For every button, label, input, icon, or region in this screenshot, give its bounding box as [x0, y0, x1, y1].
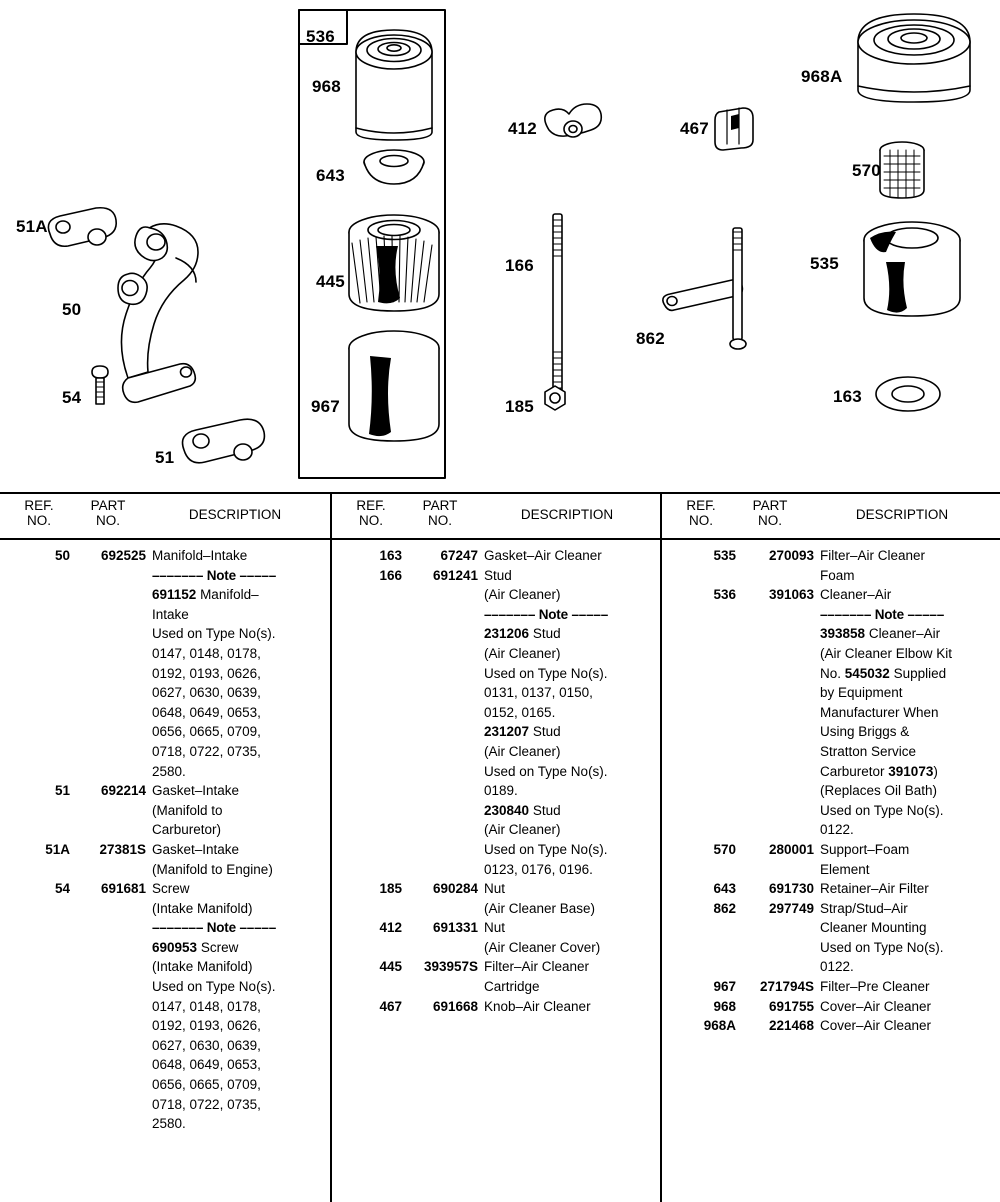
table-row [332, 997, 660, 1017]
table-row [662, 977, 1000, 997]
table-row [662, 762, 1000, 782]
cell-description: 0192, 0193, 0626, [152, 665, 261, 681]
table-row [0, 683, 330, 703]
cell-description: 2580. [152, 1116, 186, 1132]
callout-50: 50 [62, 300, 82, 319]
cell-description: Gasket–Intake [152, 783, 240, 799]
cell-ref-no: 51 [54, 783, 70, 799]
callout-467: 467 [680, 119, 709, 138]
table-row [0, 605, 330, 625]
header-part-no: PART NO. [90, 498, 126, 528]
column-2-header [332, 494, 660, 540]
table-row [662, 742, 1000, 762]
cell-description: 0627, 0630, 0639, [152, 685, 261, 701]
callout-968A: 968A [801, 67, 843, 86]
cell-description: 0122. [820, 959, 854, 975]
cell-description: (Air Cleaner Base) [484, 900, 596, 916]
cell-description: 231206 Stud [484, 626, 561, 642]
cell-part-no: 691730 [768, 881, 814, 897]
table-row [662, 899, 1000, 919]
cell-description: Used on Type No(s). [820, 802, 944, 818]
table-row [332, 957, 660, 977]
table-row [662, 683, 1000, 703]
cell-description: Stud [484, 567, 512, 583]
table-row [0, 624, 330, 644]
cell-description: 2580. [152, 763, 186, 779]
table-row [332, 977, 660, 997]
table-row [332, 801, 660, 821]
table-row [0, 703, 330, 723]
table-row [332, 899, 660, 919]
cell-ref-no: 968 [713, 998, 736, 1014]
column-1-header [0, 494, 330, 540]
table-row [0, 860, 330, 880]
header-ref-no: REF. NO. [24, 498, 54, 528]
table-row [332, 762, 660, 782]
cell-part-no: 270093 [768, 548, 814, 563]
cell-part-no: 691755 [768, 998, 814, 1014]
cell-part-no: 691241 [432, 567, 478, 583]
cell-description: ––––––– Note ––––– [152, 920, 276, 936]
table-row [0, 781, 330, 801]
header-description: DESCRIPTION [855, 507, 949, 522]
table-row [662, 860, 1000, 880]
cell-description: Cover–Air Cleaner [820, 998, 932, 1014]
part-535-foam-filter [864, 222, 960, 316]
table-row [332, 683, 660, 703]
cell-description: Manifold–Intake [152, 548, 248, 563]
cell-description: Nut [484, 881, 506, 897]
table-row [0, 820, 330, 840]
table-row [332, 546, 660, 566]
cell-part-no: 690284 [432, 881, 478, 897]
cell-description: (Air Cleaner) [484, 587, 561, 603]
cell-description: Cleaner Mounting [820, 920, 927, 936]
cell-ref-no: 445 [379, 959, 402, 975]
cell-description: 690953 Screw [152, 939, 239, 955]
cell-part-no: 393957S [423, 959, 478, 975]
cell-part-no: 280001 [768, 841, 814, 857]
cell-ref-no: 51A [45, 841, 70, 857]
table-row [662, 840, 1000, 860]
table-row [0, 644, 330, 664]
cell-description: ––––––– Note ––––– [820, 606, 944, 622]
table-row [0, 585, 330, 605]
cell-description: ––––––– Note ––––– [152, 567, 276, 583]
table-row [332, 840, 660, 860]
cell-description: ––––––– Note ––––– [484, 606, 608, 622]
cell-description: (Air Cleaner Elbow Kit [820, 645, 953, 661]
cell-part-no: 391063 [768, 587, 814, 603]
table-row [662, 801, 1000, 821]
table-row [0, 762, 330, 782]
header-ref-no: REF. NO. [356, 498, 386, 528]
table-row [0, 879, 330, 899]
table-row [662, 585, 1000, 605]
cell-ref-no: 968A [703, 1018, 736, 1034]
table-row [662, 820, 1000, 840]
table-row [662, 957, 1000, 977]
callout-54: 54 [62, 388, 82, 407]
cell-description: (Air Cleaner) [484, 822, 561, 838]
part-185-nut [545, 386, 565, 410]
header-ref-no: REF. NO. [686, 498, 716, 528]
callout-968: 968 [312, 77, 341, 96]
callout-51: 51 [155, 448, 175, 467]
cell-description: Retainer–Air Filter [820, 881, 929, 897]
table-row [332, 644, 660, 664]
cell-description: 0656, 0665, 0709, [152, 724, 261, 740]
cell-part-no: 691681 [100, 881, 146, 897]
cell-description: 0648, 0649, 0653, [152, 704, 261, 720]
callout-570: 570 [852, 161, 881, 180]
cell-ref-no: 50 [54, 548, 70, 563]
table-row [0, 1095, 330, 1115]
cell-part-no: 221468 [768, 1018, 814, 1034]
table-row [0, 742, 330, 762]
table-row [662, 566, 1000, 586]
callout-445: 445 [316, 272, 345, 291]
cell-description: (Air Cleaner) [484, 645, 561, 661]
cell-description: 0147, 0148, 0178, [152, 645, 261, 661]
table-row [662, 938, 1000, 958]
column-3-header [662, 494, 1000, 540]
table-row [332, 879, 660, 899]
part-163-gasket [876, 377, 940, 411]
table-row [0, 1114, 330, 1134]
cell-part-no: 692214 [100, 783, 146, 799]
parts-list-table [0, 492, 1000, 1202]
cell-description: Screw [152, 881, 190, 897]
table-row [0, 801, 330, 821]
cell-part-no: 67247 [440, 548, 478, 563]
cell-description: Carburetor 391073) [820, 763, 938, 779]
table-row [662, 546, 1000, 566]
cell-description: Carburetor) [152, 822, 222, 838]
table-row [0, 918, 330, 938]
parts-column-2 [330, 494, 660, 1202]
cell-part-no: 271794S [759, 979, 814, 995]
table-row [0, 1016, 330, 1036]
cell-description: (Air Cleaner Cover) [484, 939, 601, 955]
header-description: DESCRIPTION [188, 507, 282, 522]
cell-description: Intake [152, 606, 189, 622]
cell-description: 0189. [484, 783, 518, 799]
column-3-rows [662, 540, 1000, 1036]
cell-description: 0152, 0165. [484, 704, 556, 720]
callout-166: 166 [505, 256, 534, 275]
callout-185: 185 [505, 397, 534, 416]
callout-967: 967 [311, 397, 340, 416]
table-row [662, 624, 1000, 644]
table-row [662, 918, 1000, 938]
part-54-screw [92, 366, 108, 404]
header-part-no: PART NO. [752, 498, 788, 528]
cell-description: 231207 Stud [484, 724, 561, 740]
cell-ref-no: 467 [379, 998, 402, 1014]
table-row [0, 977, 330, 997]
cell-description: 691152 Manifold– [152, 587, 259, 603]
cell-description: 393858 Cleaner–Air [820, 626, 941, 642]
table-row [332, 624, 660, 644]
cell-description: Used on Type No(s). [484, 841, 608, 857]
cell-description: Cleaner–Air [820, 587, 892, 603]
cell-description: Filter–Pre Cleaner [820, 979, 930, 995]
table-row [332, 585, 660, 605]
cell-description: Foam [820, 567, 855, 583]
cell-part-no: 27381S [99, 841, 146, 857]
table-row [332, 605, 660, 625]
table-row [0, 957, 330, 977]
callout-535: 535 [810, 254, 839, 273]
cell-description: (Air Cleaner) [484, 743, 561, 759]
header-description: DESCRIPTION [520, 507, 614, 522]
cell-description: Used on Type No(s). [484, 763, 608, 779]
exploded-view-drawing [0, 0, 1000, 490]
cell-description: 0718, 0722, 0735, [152, 1096, 261, 1112]
table-row [332, 742, 660, 762]
table-row [0, 1075, 330, 1095]
callout-862: 862 [636, 329, 665, 348]
cell-description: 0122. [820, 822, 854, 838]
part-862-strap-stud [663, 228, 746, 349]
cell-ref-no: 862 [713, 900, 736, 916]
cell-ref-no: 535 [713, 548, 736, 563]
table-row [0, 840, 330, 860]
table-row [0, 722, 330, 742]
part-51A-gasket [48, 208, 116, 247]
table-row [662, 703, 1000, 723]
cell-description: 0131, 0137, 0150, [484, 685, 593, 701]
cell-ref-no: 536 [713, 587, 736, 603]
table-row [0, 566, 330, 586]
cell-description: 0656, 0665, 0709, [152, 1077, 261, 1093]
parts-column-1 [0, 494, 330, 1202]
part-51-gasket [183, 419, 265, 463]
cell-description: Filter–Air Cleaner [484, 959, 590, 975]
cell-description: Used on Type No(s). [152, 979, 276, 995]
table-row [662, 644, 1000, 664]
cell-description: Used on Type No(s). [152, 626, 276, 642]
table-row [0, 546, 330, 566]
table-row [332, 664, 660, 684]
cell-ref-no: 412 [379, 920, 402, 936]
table-row [662, 1016, 1000, 1036]
cell-description: Stratton Service [820, 743, 917, 759]
table-row [0, 664, 330, 684]
cell-ref-no: 163 [379, 548, 402, 563]
table-row [332, 781, 660, 801]
cell-description: (Replaces Oil Bath) [820, 783, 938, 799]
callout-163: 163 [833, 387, 862, 406]
cell-description: Used on Type No(s). [484, 665, 608, 681]
cell-description: (Manifold to Engine) [152, 861, 273, 877]
part-467-knob [715, 108, 753, 150]
part-412-wing-nut [545, 104, 601, 137]
part-50-intake-manifold [118, 224, 198, 402]
cell-ref-no: 967 [713, 979, 736, 995]
table-row [332, 918, 660, 938]
cell-description: Strap/Stud–Air [820, 900, 908, 916]
cell-description: 0192, 0193, 0626, [152, 1018, 261, 1034]
cell-description: (Intake Manifold) [152, 959, 253, 975]
callout-643: 643 [316, 166, 345, 185]
cell-description: No. 545032 Supplied [820, 665, 947, 681]
header-part-no: PART NO. [422, 498, 458, 528]
cell-description: Used on Type No(s). [820, 939, 944, 955]
cell-description: (Intake Manifold) [152, 900, 253, 916]
table-row [332, 820, 660, 840]
cell-ref-no: 643 [713, 881, 736, 897]
part-445-filter-cartridge [349, 215, 439, 311]
cell-description: Using Briggs & [820, 724, 910, 740]
part-570-support [880, 142, 924, 198]
table-row [0, 1055, 330, 1075]
table-row [662, 879, 1000, 899]
table-row [662, 997, 1000, 1017]
cell-description: Filter–Air Cleaner [820, 548, 926, 563]
cell-description: 0648, 0649, 0653, [152, 1057, 261, 1073]
table-row [0, 899, 330, 919]
cell-part-no: 692525 [100, 548, 146, 563]
cell-ref-no: 54 [54, 881, 70, 897]
cell-description: Cover–Air Cleaner [820, 1018, 932, 1034]
column-2-rows [332, 540, 660, 1016]
cell-ref-no: 570 [713, 841, 736, 857]
cell-description: 230840 Stud [484, 802, 561, 818]
cell-description: Element [820, 861, 870, 877]
table-row [662, 664, 1000, 684]
table-row [0, 1036, 330, 1056]
cell-description: 0147, 0148, 0178, [152, 998, 261, 1014]
cell-part-no: 297749 [768, 900, 814, 916]
cell-description: Cartridge [484, 979, 540, 995]
parts-illustration [0, 0, 1000, 490]
part-166-stud [553, 214, 562, 392]
part-967-pre-cleaner [349, 331, 439, 441]
table-row [332, 860, 660, 880]
cell-description: 0718, 0722, 0735, [152, 743, 261, 759]
cell-description: Knob–Air Cleaner [484, 998, 591, 1014]
callout-536: 536 [306, 27, 335, 46]
part-968-cover [356, 30, 432, 140]
callout-51A: 51A [16, 217, 48, 236]
callout-412: 412 [508, 119, 537, 138]
parts-column-3 [660, 494, 1000, 1202]
cell-description: Gasket–Intake [152, 841, 240, 857]
table-row [332, 722, 660, 742]
table-row [332, 938, 660, 958]
part-968A-cover [858, 14, 970, 102]
table-row [332, 566, 660, 586]
table-row [332, 703, 660, 723]
table-row [662, 722, 1000, 742]
cell-description: Nut [484, 920, 506, 936]
table-row [662, 605, 1000, 625]
cell-part-no: 691668 [432, 998, 478, 1014]
cell-description: Support–Foam [820, 841, 910, 857]
cell-ref-no: 185 [379, 881, 402, 897]
cell-description: Gasket–Air Cleaner [484, 548, 602, 563]
cell-description: 0627, 0630, 0639, [152, 1037, 261, 1053]
cell-description: by Equipment [820, 685, 903, 701]
table-row [0, 938, 330, 958]
table-row [662, 781, 1000, 801]
cell-part-no: 691331 [432, 920, 478, 936]
table-row [0, 997, 330, 1017]
cell-ref-no: 166 [379, 567, 402, 583]
cell-description: Manufacturer When [820, 704, 939, 720]
column-1-rows [0, 540, 330, 1134]
cell-description: 0123, 0176, 0196. [484, 861, 593, 877]
cell-description: (Manifold to [152, 802, 223, 818]
